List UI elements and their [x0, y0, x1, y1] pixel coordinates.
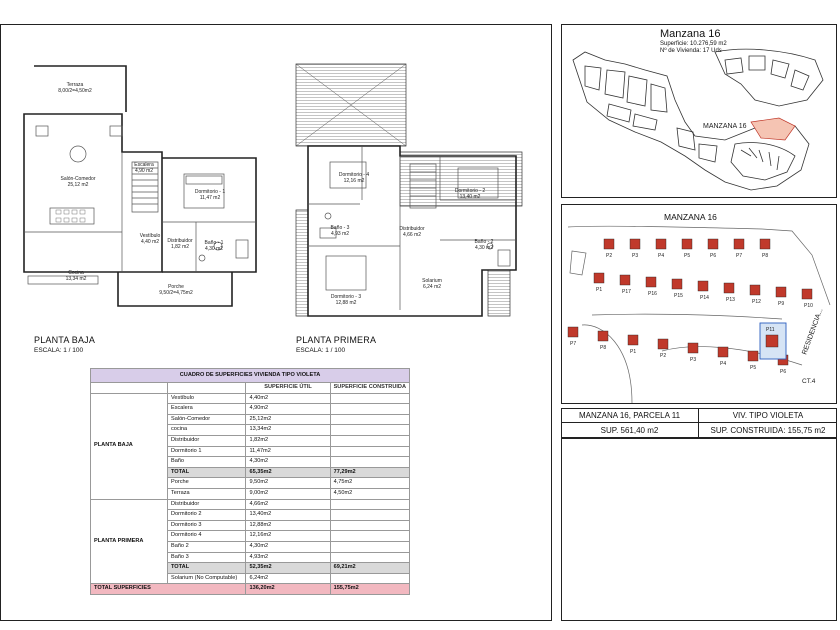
cell-name: Distribuidor — [167, 499, 245, 510]
parcel-label: P12 — [752, 299, 761, 305]
cell-cons: 77,29m2 — [330, 467, 409, 478]
parcel-label: P8 — [600, 345, 607, 351]
house-roof-icon — [724, 283, 734, 293]
room-label: Dormitorio - 2 — [454, 188, 486, 194]
grand-total-cons: 155,75m2 — [330, 584, 409, 595]
cell-cons — [330, 552, 409, 563]
cell-util: 12,16m2 — [246, 531, 330, 542]
cell-name: Distribuidor — [167, 435, 245, 446]
cell-util: 12,88m2 — [246, 520, 330, 531]
group-label: PLANTA BAJA — [91, 393, 168, 499]
table-row — [91, 393, 410, 404]
site-superficie: Superficie: 10.276,59 m2 — [660, 41, 727, 47]
room-area: 6,24 m2 — [422, 284, 442, 290]
cell-util: 25,12m2 — [246, 414, 330, 425]
cell-cons — [330, 404, 409, 415]
room-area: 4,66 m2 — [402, 232, 422, 238]
cell-util: 13,34m2 — [246, 425, 330, 436]
room-label: Cocina — [68, 270, 84, 276]
parcel-row-low — [568, 327, 788, 375]
ct-label: CT.4 — [802, 378, 816, 385]
info-tipo: VIV. TIPO VIOLETA — [699, 408, 837, 423]
parcel-label: P10 — [804, 303, 813, 309]
cell-name: Porche — [167, 478, 245, 489]
cell-name: Solarium (No Computable) — [167, 573, 245, 584]
room-area: 8,00/2=4,50m2 — [58, 88, 92, 94]
cell-name: Baño 2 — [167, 541, 245, 552]
house-roof-icon — [594, 273, 604, 283]
parcel-label: P2 — [660, 353, 667, 359]
cell-name: Terraza — [167, 488, 245, 499]
room-label: Baño - 1 — [204, 240, 224, 246]
cell-name: Escalera — [167, 404, 245, 415]
cell-cons — [330, 573, 409, 584]
cell-cons — [330, 531, 409, 542]
room-label: Baño - 2 — [474, 239, 494, 245]
room-label: Dormitorio - 4 — [338, 172, 370, 178]
cell-name: Dormitorio 1 — [167, 446, 245, 457]
room-area: 11,47 m2 — [199, 195, 221, 201]
room-area: 12,16 m2 — [343, 178, 365, 184]
parcel-label: P16 — [648, 291, 657, 297]
house-roof-icon — [776, 287, 786, 297]
cell-cons — [330, 457, 409, 468]
parcel-label: P9 — [778, 301, 785, 307]
cell-util: 11,47m2 — [246, 446, 330, 457]
parcel-label: P7 — [570, 341, 577, 347]
parcel-label: P4 — [658, 253, 665, 259]
cell-cons — [330, 446, 409, 457]
house-roof-icon — [760, 239, 770, 249]
street-label: RESIDENCIA... — [801, 307, 825, 356]
cell-util: 4,93m2 — [246, 552, 330, 563]
planta-baja-scale: ESCALA: 1 / 100 — [34, 347, 84, 354]
parcel-label: P5 — [750, 365, 757, 371]
notes-frame — [561, 438, 837, 621]
parcel-label: P6 — [780, 369, 787, 375]
planta-primera-title: PLANTA PRIMERA — [296, 335, 377, 345]
room-area: 13,40 m2 — [459, 194, 481, 200]
cell-cons — [330, 520, 409, 531]
room-area: 4,40 m2 — [140, 239, 160, 245]
cell-name: Dormitorio 3 — [167, 520, 245, 531]
room-area: 12,88 m2 — [335, 300, 357, 306]
room-area: 4,93 m2 — [330, 231, 350, 237]
info-sup: SUP. 561,40 m2 — [561, 423, 699, 438]
cell-name: Dormitorio 4 — [167, 531, 245, 542]
cell-cons: 4,50m2 — [330, 488, 409, 499]
cell-cons: 69,21m2 — [330, 563, 409, 574]
cell-name: TOTAL — [167, 467, 245, 478]
highlighted-block — [751, 118, 795, 140]
room-label: Solarium — [422, 278, 442, 284]
grand-total-row — [91, 584, 410, 595]
room-area: 4,30 m2 — [474, 245, 494, 251]
parcel-label: P4 — [720, 361, 727, 367]
parcel-label: P6 — [710, 253, 717, 259]
parcel-label: P2 — [606, 253, 613, 259]
surfaces-table — [90, 368, 410, 595]
cell-util: 4,90m2 — [246, 404, 330, 415]
cell-util: 6,24m2 — [246, 573, 330, 584]
cell-util: 9,00m2 — [246, 488, 330, 499]
cell-cons — [330, 541, 409, 552]
cell-cons: 4,75m2 — [330, 478, 409, 489]
house-roof-icon — [620, 275, 630, 285]
house-roof-icon — [708, 239, 718, 249]
room-label: Dormitorio - 1 — [194, 189, 226, 195]
house-roof-icon — [672, 279, 682, 289]
site-plan-map — [565, 40, 833, 196]
room-label: Baño - 3 — [330, 225, 350, 231]
house-roof-icon — [658, 339, 668, 349]
cell-name: Vestíbulo — [167, 393, 245, 404]
cell-name: Baño 3 — [167, 552, 245, 563]
parcel-label: P14 — [700, 295, 709, 301]
cell-name: Baño — [167, 457, 245, 468]
site-title: Manzana 16 — [660, 28, 721, 40]
room-area: 25,12 m2 — [67, 182, 89, 188]
house-roof-icon — [598, 331, 608, 341]
cell-util: 9,50m2 — [246, 478, 330, 489]
house-roof-icon — [646, 277, 656, 287]
col-construida-header: SUPERFICIE CONSTRUIDA — [330, 383, 409, 394]
planta-baja-floorplan — [20, 62, 268, 324]
planta-primera-floorplan — [290, 60, 530, 322]
house-roof-icon — [604, 239, 614, 249]
info-parcela: MANZANA 16, PARCELA 11 — [561, 408, 699, 423]
house-roof-icon — [656, 239, 666, 249]
room-area: 9,50/2=4,75m2 — [159, 290, 193, 296]
room-label: Porche — [168, 284, 184, 290]
house-roof-icon — [628, 335, 638, 345]
parcel-row-top — [604, 239, 770, 259]
house-roof-icon — [734, 239, 744, 249]
house-roof-icon — [568, 327, 578, 337]
col-util-header: SUPERFICIE ÚTIL — [246, 383, 330, 394]
parcel-detail-map — [562, 205, 836, 403]
room-area: 1,82 m2 — [170, 244, 190, 250]
cell-cons — [330, 510, 409, 521]
planta-baja-title: PLANTA BAJA — [34, 335, 96, 345]
room-area: 4,30 m2 — [204, 246, 224, 252]
parcel-label: P7 — [736, 253, 743, 259]
cell-util: 4,30m2 — [246, 541, 330, 552]
house-roof-icon — [766, 335, 778, 347]
parcel-label: P1 — [596, 287, 603, 293]
room-label: Vestíbulo — [139, 233, 161, 239]
house-roof-icon — [802, 289, 812, 299]
cell-util: 65,35m2 — [246, 467, 330, 478]
room-label: Distribuidor — [167, 238, 193, 244]
room-label: Distribuidor — [399, 226, 425, 232]
grand-total-label: TOTAL SUPERFICIES — [91, 584, 246, 595]
cell-util: 13,40m2 — [246, 510, 330, 521]
parcel-label: P5 — [684, 253, 691, 259]
house-roof-icon — [750, 285, 760, 295]
cell-name: Salón-Comedor — [167, 414, 245, 425]
cell-cons — [330, 425, 409, 436]
cell-cons — [330, 435, 409, 446]
cell-util: 4,66m2 — [246, 499, 330, 510]
info-sup-construida: SUP. CONSTRUIDA: 155,75 m2 — [710, 426, 826, 435]
house-roof-icon — [688, 343, 698, 353]
parcel-label: P15 — [674, 293, 683, 299]
site-map-label: MANZANA 16 — [703, 123, 747, 130]
cell-name: cocina — [167, 425, 245, 436]
table-title: CUADRO DE SUPERFICIES VIVIENDA TIPO VIOLETA — [91, 369, 410, 383]
parcel-label: P17 — [622, 289, 631, 295]
house-roof-icon — [698, 281, 708, 291]
cell-util: 4,30m2 — [246, 457, 330, 468]
house-roof-icon — [682, 239, 692, 249]
planta-primera-scale: ESCALA: 1 / 100 — [296, 347, 346, 354]
cell-cons — [330, 414, 409, 425]
detail-title: MANZANA 16 — [664, 212, 717, 222]
parcel-label: P3 — [690, 357, 697, 363]
cell-cons — [330, 499, 409, 510]
parcel-p11-label: P11 — [766, 327, 775, 333]
cell-util: 1,82m2 — [246, 435, 330, 446]
room-label: Terraza — [66, 82, 84, 88]
cell-util: 52,35m2 — [246, 563, 330, 574]
room-label: Dormitorio - 3 — [330, 294, 362, 300]
parcel-label: P1 — [630, 349, 637, 355]
cell-cons — [330, 393, 409, 404]
parcel-row-mid — [594, 273, 813, 309]
parcel-label: P13 — [726, 297, 735, 303]
room-label: Salón-Comedor — [60, 176, 96, 182]
site-viviendas: Nº de Vivienda: 17 Uds — [660, 48, 722, 54]
house-roof-icon — [630, 239, 640, 249]
cell-name: Dormitorio 2 — [167, 510, 245, 521]
parcel-label: P3 — [632, 253, 639, 259]
room-area: 13,34 m2 — [65, 276, 87, 282]
cell-name: TOTAL — [167, 563, 245, 574]
room-area: 4,90 m2 — [134, 168, 154, 174]
house-roof-icon — [718, 347, 728, 357]
cell-util: 4,40m2 — [246, 393, 330, 404]
house-roof-icon — [748, 351, 758, 361]
table-row — [91, 499, 410, 510]
parcel-label: P8 — [762, 253, 769, 259]
room-label: Escalera — [134, 162, 154, 168]
grand-total-util: 136,20m2 — [246, 584, 330, 595]
group-label: PLANTA PRIMERA — [91, 499, 168, 584]
